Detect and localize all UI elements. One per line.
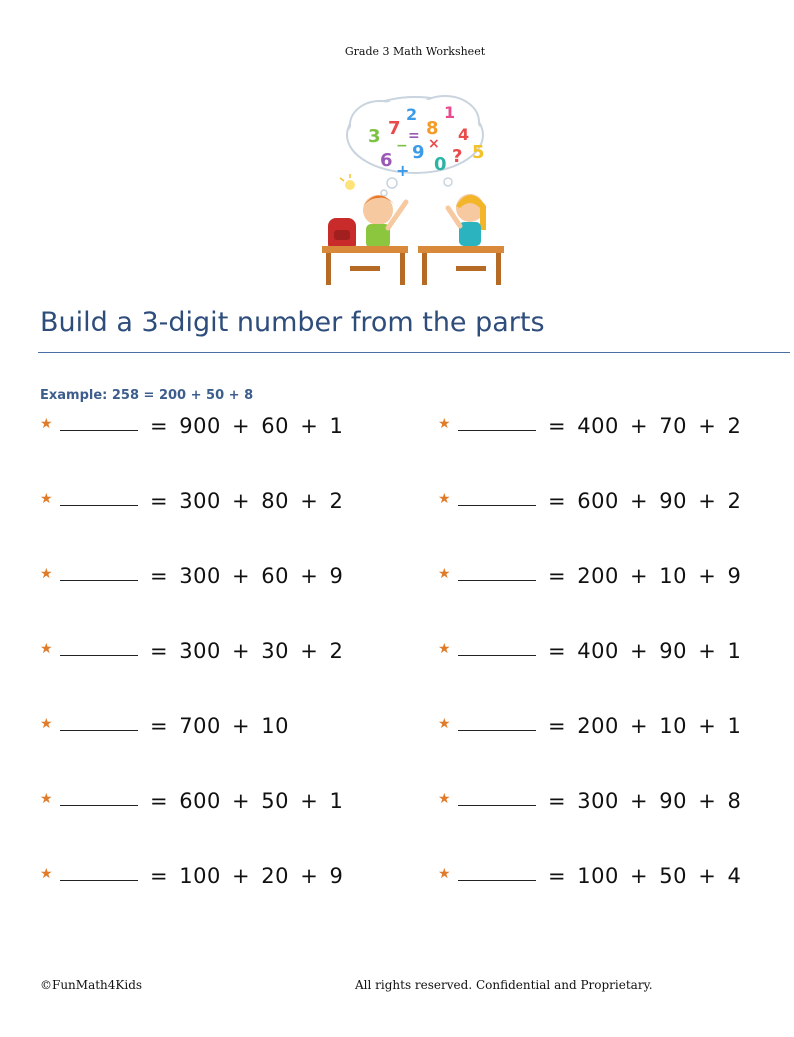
problem-item [40,410,400,485]
answer-blank[interactable] [458,560,536,581]
answer-blank[interactable] [458,860,536,881]
lightbulb-icon [340,174,355,190]
star-icon: ★ [40,491,53,507]
problem-item [438,485,794,560]
answer-blank[interactable] [458,410,536,431]
problem-item [40,710,400,785]
problem-item [438,560,794,635]
footer-rights: All rights reserved. Confidential and Proprietary. [355,978,653,992]
cloud-digit: 0 [434,154,447,175]
cloud-digit: 3 [368,126,381,147]
problem-item [438,710,794,785]
problem-expression: = 700 + 10 [150,714,290,738]
answer-blank[interactable] [458,710,536,731]
problem-item [40,485,400,560]
problem-expression: = 300 + 90 + 8 [548,789,742,813]
answer-blank[interactable] [60,485,138,506]
problem-expression: = 200 + 10 + 9 [548,564,742,588]
answer-blank[interactable] [60,560,138,581]
star-icon: ★ [40,566,53,582]
star-icon: ★ [438,866,451,882]
star-icon: ★ [40,716,53,732]
left-problem-column [40,410,400,935]
cloud-digit: 8 [426,118,439,139]
problem-expression: = 200 + 10 + 1 [548,714,742,738]
problem-expression: = 400 + 70 + 2 [548,414,742,438]
star-icon: ★ [40,416,53,432]
answer-blank[interactable] [60,710,138,731]
cloud-digit: ? [452,146,463,167]
cloud-digit: + [396,161,410,180]
cloud-digit: 9 [412,142,425,163]
problem-expression: = 300 + 60 + 9 [150,564,344,588]
answer-blank[interactable] [458,485,536,506]
cloud-digit: 4 [458,125,470,144]
star-icon: ★ [438,641,451,657]
problem-expression: = 300 + 80 + 2 [150,489,344,513]
cloud-digit: 6 [380,150,393,171]
cloud-digit: × [428,136,440,152]
star-icon: ★ [40,791,53,807]
answer-blank[interactable] [60,635,138,656]
problem-expression: = 100 + 50 + 4 [548,864,742,888]
problem-item [40,860,400,935]
problem-item [438,860,794,935]
problem-item [438,635,794,710]
answer-blank[interactable] [60,410,138,431]
problem-expression: = 300 + 30 + 2 [150,639,344,663]
problem-item [40,635,400,710]
answer-blank[interactable] [60,860,138,881]
problem-expression: = 600 + 50 + 1 [150,789,344,813]
girl-figure [448,194,486,246]
answer-blank[interactable] [458,785,536,806]
boy-figure [363,195,406,248]
star-icon: ★ [40,641,53,657]
worksheet-header: Grade 3 Math Worksheet [344,45,486,58]
cloud-digit: = [408,128,420,144]
title-divider [38,352,790,353]
problem-item [40,785,400,860]
star-icon: ★ [438,566,451,582]
cloud-digit: − [396,138,408,154]
answer-blank[interactable] [458,635,536,656]
star-icon: ★ [438,416,451,432]
star-icon: ★ [438,791,451,807]
problem-expression: = 600 + 90 + 2 [548,489,742,513]
problem-item [40,560,400,635]
problem-expression: = 400 + 90 + 1 [548,639,742,663]
cloud-digit: 7 [388,118,401,139]
star-icon: ★ [438,716,451,732]
footer-copyright: ©FunMath4Kids [40,978,143,992]
problem-expression: = 900 + 60 + 1 [150,414,344,438]
cloud-digit: 1 [444,103,456,122]
cloud-digit: 2 [406,105,418,124]
example-line: Example: 258 = 200 + 50 + 8 [40,388,254,403]
problem-item [438,785,794,860]
right-problem-column [438,410,794,935]
star-icon: ★ [438,491,451,507]
cloud-digit: 5 [472,142,485,163]
answer-blank[interactable] [60,785,138,806]
page-title: Build a 3-digit number from the parts [40,307,545,338]
desks [322,246,504,285]
problem-item [438,410,794,485]
problem-expression: = 100 + 20 + 9 [150,864,344,888]
star-icon: ★ [40,866,53,882]
kids-thinking-numbers-illustration [320,90,510,290]
